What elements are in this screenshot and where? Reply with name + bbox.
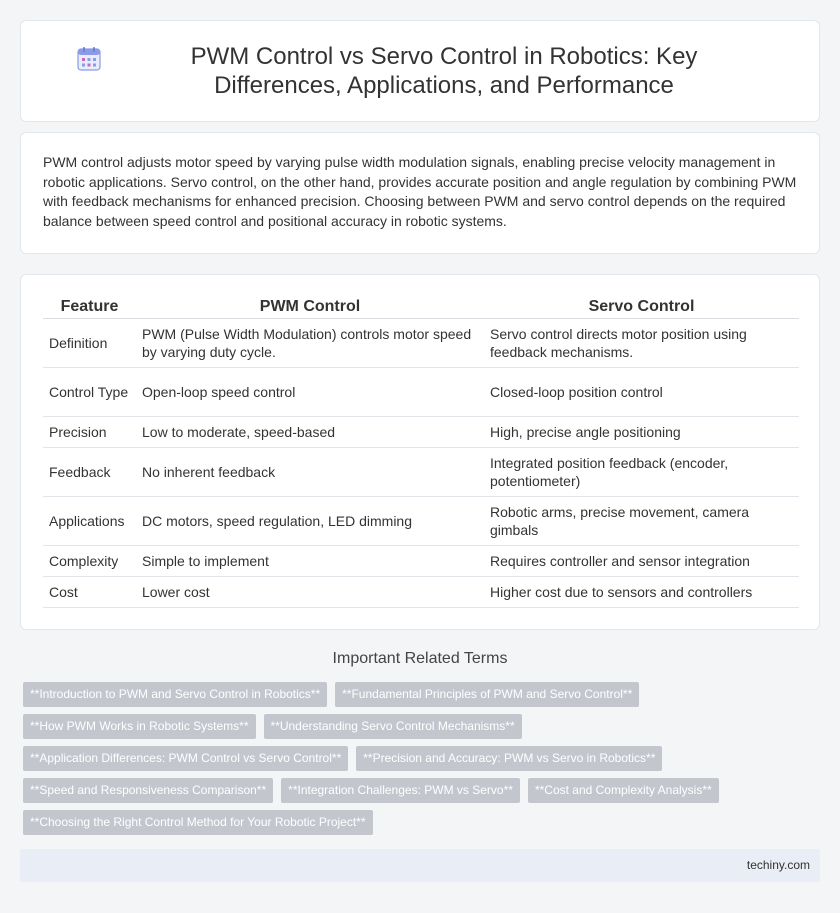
related-term-tag[interactable]: **Introduction to PWM and Servo Control in Robotics** <box>23 682 327 707</box>
header-servo-control: Servo Control <box>484 295 799 319</box>
header-pwm-control: PWM Control <box>136 295 484 319</box>
servo-cell: Requires controller and sensor integration <box>484 546 799 577</box>
tag-row <box>23 778 823 803</box>
servo-cell: Servo control directs motor position using feedback mechanisms. <box>484 319 799 368</box>
table-row <box>43 577 799 608</box>
feature-cell: Feedback <box>43 448 136 497</box>
feature-cell: Applications <box>43 497 136 546</box>
related-term-tag[interactable]: **Understanding Servo Control Mechanisms** <box>264 714 522 739</box>
header-feature: Feature <box>43 295 136 319</box>
table-row <box>43 319 799 368</box>
related-term-tag[interactable]: **Choosing the Right Control Method for Your Robotic Project** <box>23 810 373 835</box>
tag-row <box>23 714 823 739</box>
pwm-cell: Low to moderate, speed-based <box>136 417 484 448</box>
related-term-tag[interactable]: **How PWM Works in Robotic Systems** <box>23 714 256 739</box>
tag-row <box>23 746 823 771</box>
feature-cell: Precision <box>43 417 136 448</box>
comparison-card <box>20 274 820 630</box>
table-row <box>43 448 799 497</box>
table-row <box>43 497 799 546</box>
footer-site-link[interactable]: techiny.com <box>746 858 810 872</box>
intro-paragraph: PWM control adjusts motor speed by varying pulse width modulation signals, enabling precise velocity management in robotic applications. Servo control, on the other hand, provides accurate position and angle regulation by combining PWM with feedback mechanisms for enhanced precision. Choosing between PWM and servo control depends on the required balance between speed control and positional accuracy in robotic systems. <box>43 154 797 229</box>
pwm-cell: Lower cost <box>136 577 484 608</box>
table-row <box>43 417 799 448</box>
footer <box>20 849 820 882</box>
related-term-tag[interactable]: **Application Differences: PWM Control vs Servo Control** <box>23 746 348 771</box>
title-card <box>20 20 820 122</box>
table-row <box>43 368 799 417</box>
calendar-icon <box>76 46 102 72</box>
pwm-cell: No inherent feedback <box>136 448 484 497</box>
related-term-tag[interactable]: **Integration Challenges: PWM vs Servo** <box>281 778 520 803</box>
table-row <box>43 546 799 577</box>
pwm-cell: Open-loop speed control <box>136 368 484 417</box>
related-term-tag[interactable]: **Cost and Complexity Analysis** <box>528 778 719 803</box>
related-term-tag[interactable]: **Fundamental Principles of PWM and Servo Control** <box>335 682 639 707</box>
related-term-tag[interactable]: **Precision and Accuracy: PWM vs Servo in Robotics** <box>356 746 662 771</box>
servo-cell: Closed-loop position control <box>484 368 799 417</box>
servo-cell: Integrated position feedback (encoder, potentiometer) <box>484 448 799 497</box>
pwm-cell: PWM (Pulse Width Modulation) controls motor speed by varying duty cycle. <box>136 319 484 368</box>
servo-cell: High, precise angle positioning <box>484 417 799 448</box>
tag-row <box>23 682 823 707</box>
feature-cell: Definition <box>43 319 136 368</box>
pwm-cell: DC motors, speed regulation, LED dimming <box>136 497 484 546</box>
title-wrap <box>76 42 764 100</box>
feature-cell: Complexity <box>43 546 136 577</box>
related-terms-title: Important Related Terms <box>332 650 508 667</box>
servo-cell: Higher cost due to sensors and controllers <box>484 577 799 608</box>
comparison-table <box>43 295 799 608</box>
page-title: PWM Control vs Servo Control in Robotics: Key Differences, Applications, and Performance <box>190 43 698 99</box>
feature-cell: Control Type <box>43 368 136 417</box>
pwm-cell: Simple to implement <box>136 546 484 577</box>
tag-row <box>23 810 823 835</box>
related-terms-list <box>23 682 823 842</box>
servo-cell: Robotic arms, precise movement, camera gimbals <box>484 497 799 546</box>
feature-cell: Cost <box>43 577 136 608</box>
related-term-tag[interactable]: **Speed and Responsiveness Comparison** <box>23 778 273 803</box>
table-header-row <box>43 295 799 319</box>
intro-card <box>20 132 820 254</box>
